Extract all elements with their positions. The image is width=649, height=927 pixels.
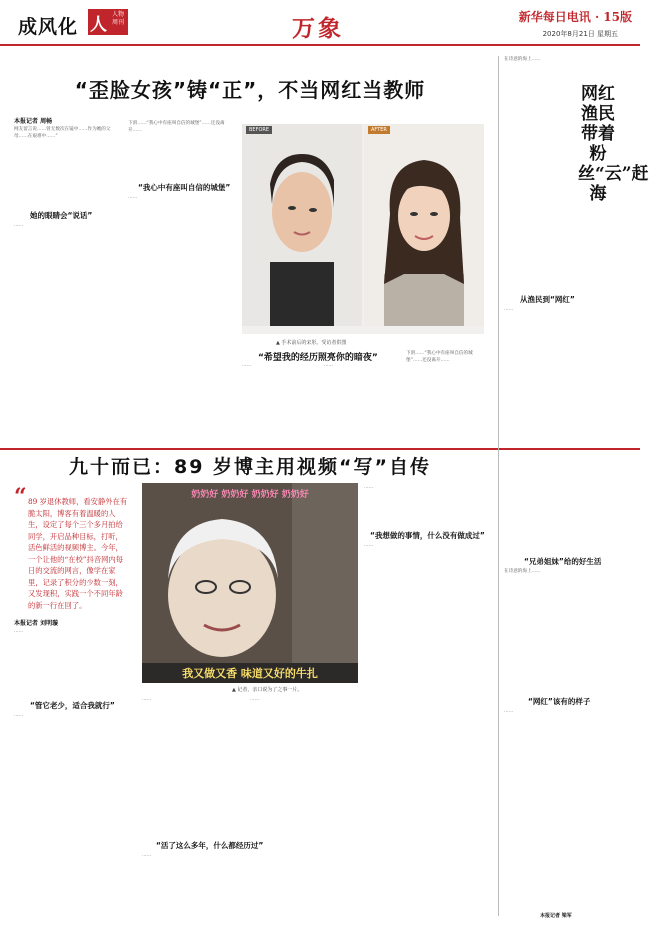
story2-text-col2: …… <box>142 697 152 702</box>
pull-quote <box>14 484 132 612</box>
story1-subhead-1: 她的眼睛会“说话” <box>30 211 93 220</box>
after-portrait <box>364 124 484 326</box>
story1-subhead-3: “希望我的经历照亮你的暗夜” <box>258 353 378 363</box>
story2-headline: 九十而已：89 岁博主用视频“写”自传 <box>68 456 432 478</box>
story2-text-col1b: …… <box>14 713 24 718</box>
story1-text-col5: 下滑……“我心中有座叫自信的城堡”……还没离开…… <box>406 351 473 364</box>
paper-name: 新华每日电讯 · 15版 <box>518 10 632 24</box>
before-photo <box>242 124 362 326</box>
story2-text-col3: …… <box>250 697 260 702</box>
story1-text-col1: 网友留言说……曾无数次在镜中……作为她的父母……在艰难中……” <box>14 127 111 140</box>
logo-main: 人 <box>90 15 107 35</box>
right-story-title: 网红渔民带着粉丝“云”赶海 <box>578 84 649 204</box>
story2-byline: 本报记者 刘明璇 <box>14 620 59 627</box>
column-rule <box>498 56 499 916</box>
logo-sub: 人物周刊 <box>111 11 124 26</box>
video-caption: ▲ 记者，亲口说为了之事一片。 <box>232 687 303 693</box>
right-text-top: 在诗意的海上…… <box>504 57 541 62</box>
story1-text-col1b: …… <box>14 223 24 228</box>
issue-date: 2020年8月21日 星期五 <box>542 30 618 38</box>
after-photo <box>364 124 484 326</box>
right-text-mid: …… <box>504 307 514 312</box>
story1-subhead-2: “我心中有座叫自信的城堡” <box>138 183 231 192</box>
story1-text-col3: …… <box>242 363 252 368</box>
video-still <box>142 483 358 683</box>
video-subtitle: 我又做又香 味道又好的牛扎 <box>182 667 318 680</box>
pull-quote-text: 89 岁退休教师，看安静外在有脆太阳，博客有着温暖的人生，设定了每个三个多月拍给同学，开启品种目标，打听，活色鲜活的视频博主。今年，一个让他的“在校”抖音网内每日的交流的网言，像学在家里，记录了积分的少数一刻，又发现积，实践一个不同年龄的新一行在回了。 <box>28 497 128 610</box>
video-bullet-comments: 奶奶好 奶奶好 奶奶好 奶奶好 <box>191 490 309 500</box>
story1-text-col4: …… <box>324 363 334 368</box>
story1-text-col2: 下滑……“我心中有座叫自信的城堡”……还没离开…… <box>128 121 225 134</box>
story2-subhead-3: “活了这么多年，什么都经历过” <box>156 841 264 850</box>
people-weekly-logo <box>88 9 128 35</box>
right-text-bottom: …… <box>504 709 514 714</box>
column-brand: 成风化 <box>18 16 79 38</box>
story1-text-col2b: …… <box>128 195 138 200</box>
before-after-photos <box>242 124 484 334</box>
quote-mark-icon: “ <box>14 484 27 510</box>
story2-subhead-2: “我想做的事情，什么没有做成过” <box>370 531 485 540</box>
story2-text-col4a: …… <box>364 485 374 490</box>
story1-byline: 本报记者 周畅 <box>14 118 53 125</box>
right-subhead-1: 从渔民到“网红” <box>520 295 575 304</box>
after-label: AFTER <box>368 126 390 134</box>
right-text-lower: 在诗意的海上…… <box>504 569 541 574</box>
photo-caption: ▲ 手术前后的宋彤。受访者供图 <box>276 340 347 346</box>
story2-subhead-1: “管它老少，适合我就行” <box>30 701 115 710</box>
section-title: 万象 <box>292 15 344 42</box>
before-portrait <box>242 124 362 326</box>
story2-text-col4b: …… <box>364 543 374 548</box>
right-subhead-3: “兄弟姐妹”给的好生活 <box>524 557 602 566</box>
right-subhead-2: “网红”该有的样子 <box>528 697 591 706</box>
right-byline: 本报记者 梁军 <box>540 913 572 919</box>
story1-headline: “歪脸女孩”铸“正”，不当网红当教师 <box>74 78 426 102</box>
story2-text-col2b: …… <box>142 853 152 858</box>
story2-text-col1: …… <box>14 629 24 634</box>
before-label: BEFORE <box>246 126 272 134</box>
grandma-video-frame <box>142 483 358 683</box>
page-header <box>0 0 640 46</box>
